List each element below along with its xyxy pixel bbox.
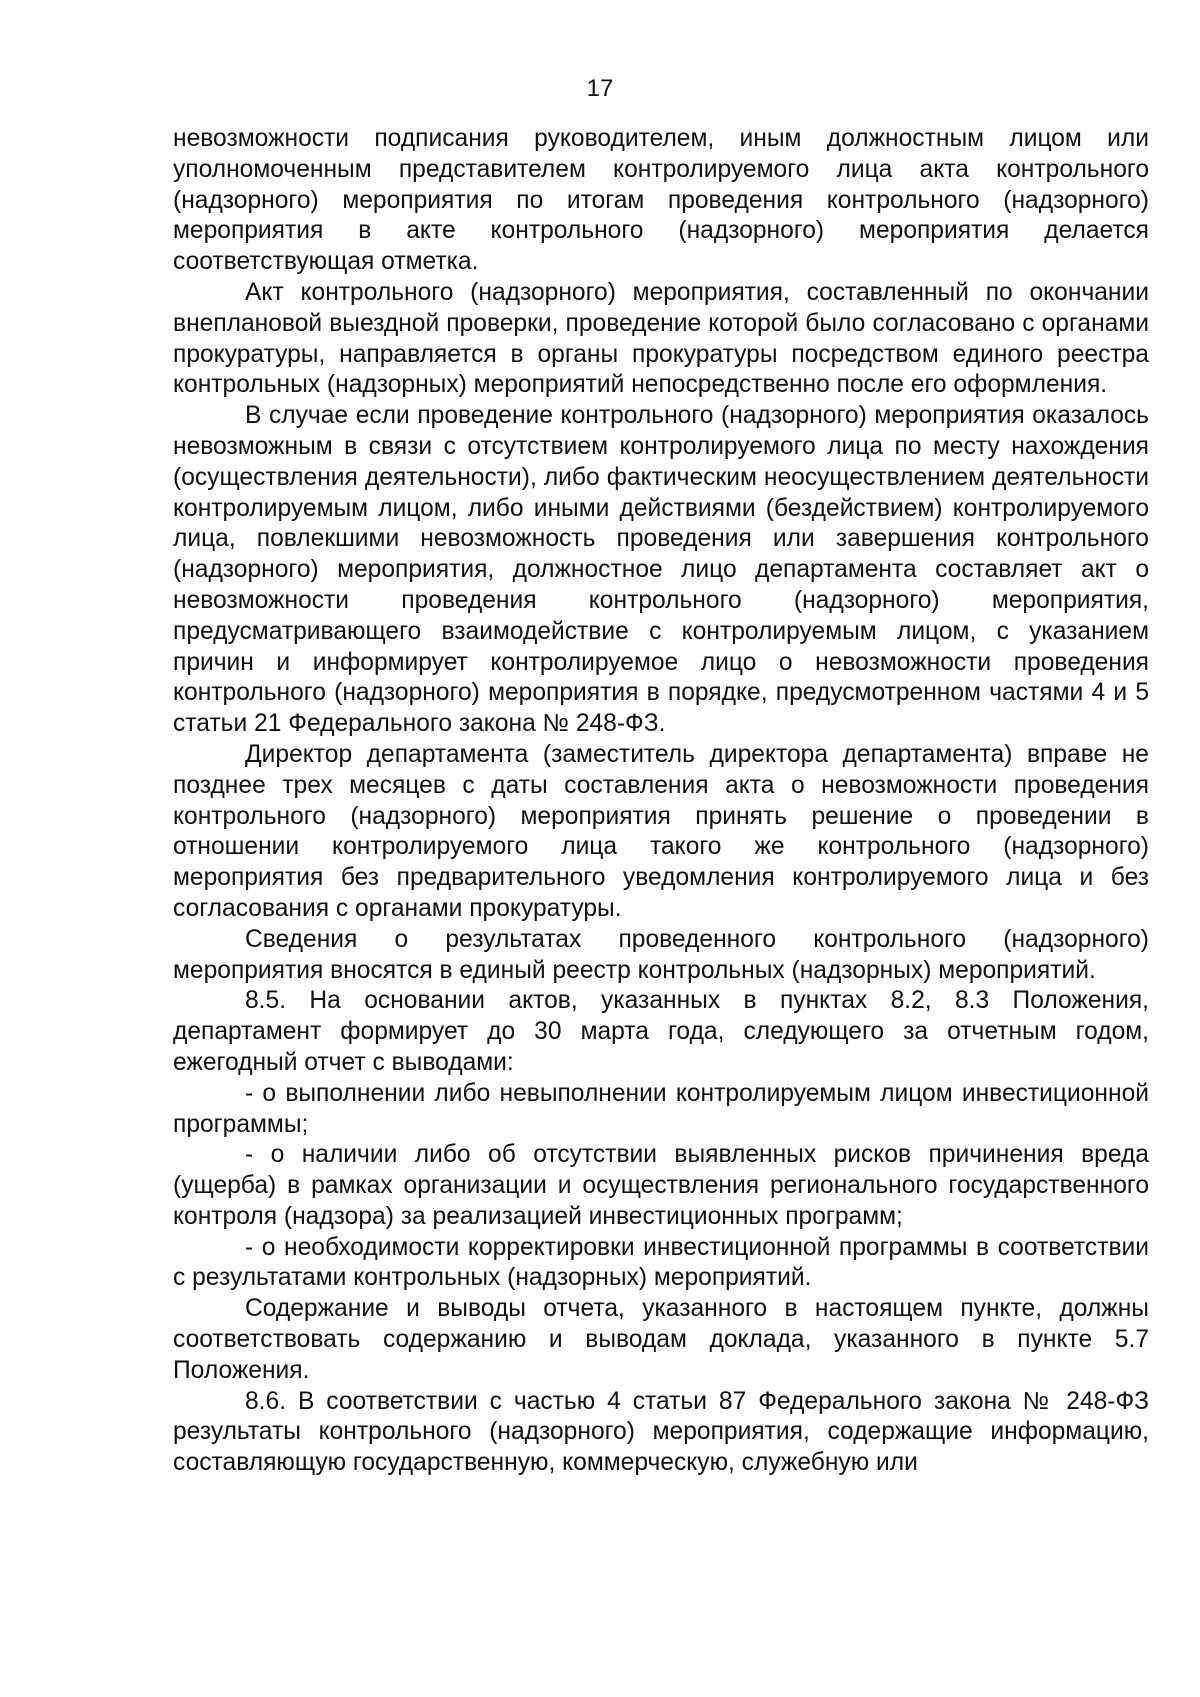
- paragraph-act-sent-to-prosecutor: Акт контрольного (надзорного) мероприятия, составленный по окончании внеплановой выездной проверки, проведение которой было согласовано с органами прокуратуры, направляется в органы прокуратуры посредством единого реестра контрольных (надзорных) мероприятий непосредственно после его оформления.: [173, 278, 1149, 399]
- list-item-program-correction: - о необходимости корректировки инвестиционной программы в соответствии с результатами контрольных (надзорных) мероприятий.: [173, 1233, 1149, 1292]
- paragraph-continuation: невозможности подписания руководителем, иным должностным лицом или уполномоченным представителем контролируемого лица акта контрольного (надзорного) мероприятия по итогам проведения контрольного (надзорного) мероприятия в акте контрольного (надзорного) мероприятия делается соответствующая отметка.: [173, 125, 1149, 276]
- page-number: 17: [586, 75, 614, 102]
- paragraph-director-decision: Директор департамента (заместитель директора департамента) вправе не позднее трех месяцев с даты составления акта о невозможности проведения контрольного (надзорного) мероприятия принять решение о проведении в отношении контролируемого лица такого же контрольного (надзорного) мероприятия без предварительного уведомления контролируемого лица и без согласования с органами прокуратуры.: [173, 740, 1149, 922]
- document-body: [173, 124, 1149, 1479]
- paragraph-registry-info: Сведения о результатах проведенного контрольного (надзорного) мероприятия вносятся в единый реестр контрольных (надзорных) мероприятий.: [173, 925, 1149, 984]
- paragraph-report-content: Содержание и выводы отчета, указанного в настоящем пункте, должны соответствовать содержанию и выводам доклада, указанного в пункте 5.7 Положения.: [173, 1295, 1149, 1384]
- list-item-program-fulfillment: - о выполнении либо невыполнении контролируемым лицом инвестиционной программы;: [173, 1079, 1149, 1138]
- list-item-risks: - о наличии либо об отсутствии выявленных рисков причинения вреда (ущерба) в рамках организации и осуществления регионального государственного контроля (надзора) за реализацией инвестиционных программ;: [173, 1141, 1149, 1230]
- paragraph-impossibility-act: В случае если проведение контрольного (надзорного) мероприятия оказалось невозможным в связи с отсутствием контролируемого лица по месту нахождения (осуществления деятельности), либо фактическим неосуществлением деятельности контролируемым лицом, либо иными действиями (бездействием) контролируемого лица, повлекшими невозможность проведения или завершения контрольного (надзорного) мероприятия, должностное лицо департамента составляет акт о невозможности проведения контрольного (надзорного) мероприятия, предусматривающего взаимодействие с контролируемым лицом, с указанием причин и информирует контролируемое лицо о невозможности проведения контрольного (надзорного) мероприятия в порядке, предусмотренном частями 4 и 5 статьи 21 Федерального закона № 248-ФЗ.: [173, 402, 1149, 738]
- paragraph-8-6: 8.6. В соответствии с частью 4 статьи 87 Федерального закона № 248-ФЗ результаты контрольного (надзорного) мероприятия, содержащие информацию, составляющую государственную, коммерческую, служебную или: [173, 1387, 1149, 1477]
- paragraph-8-5: 8.5. На основании актов, указанных в пунктах 8.2, 8.3 Положения, департамент формирует до 30 марта года, следующего за отчетным годом, ежегодный отчет с выводами:: [173, 987, 1149, 1076]
